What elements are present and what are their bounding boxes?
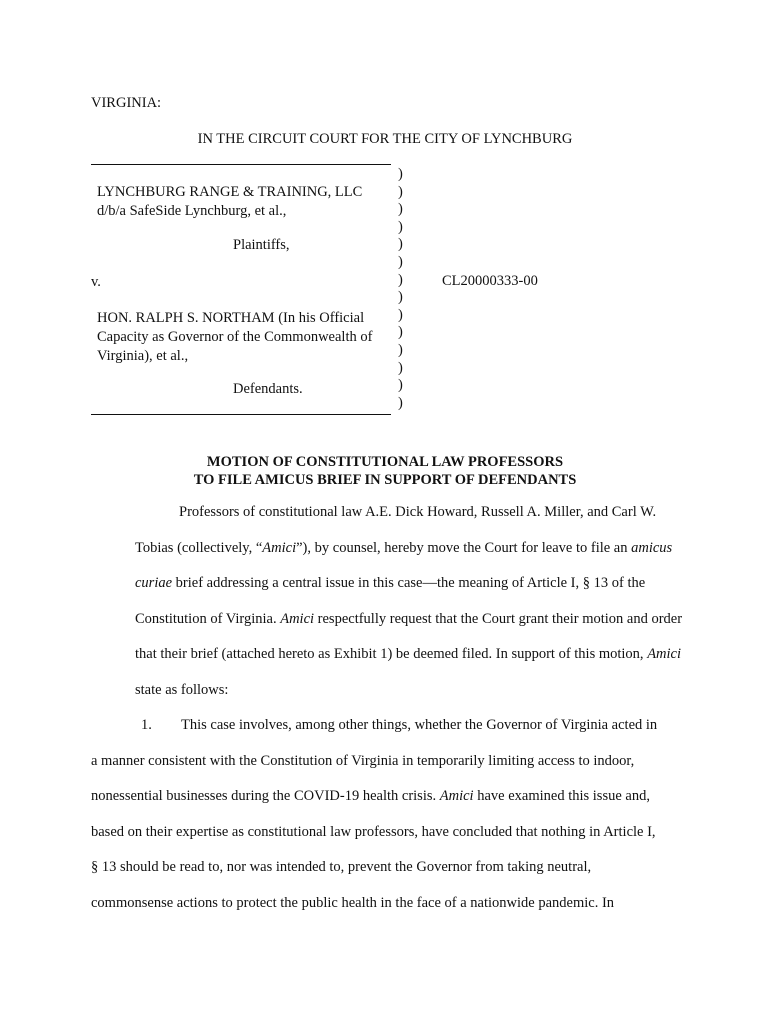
motion-title-line-1: MOTION OF CONSTITUTIONAL LAW PROFESSORS	[206, 454, 564, 470]
caption-bottom-rule	[91, 414, 391, 415]
para1-text: based on their expertise as constitutional law professors, have concluded that nothing in Article I,	[91, 823, 656, 840]
case-number: CL20000333-00	[442, 273, 538, 289]
caption-paren: )	[398, 253, 403, 270]
intro-text: respectfully request that the Court grant their motion and order	[314, 610, 683, 627]
caption-paren: )	[398, 183, 403, 200]
intro-line-3	[91, 566, 691, 602]
para1-text: This case involves, among other things, whether the Governor of Virginia acted in	[181, 717, 658, 733]
intro-line-4	[91, 602, 691, 638]
caption-paren: )	[398, 218, 403, 235]
defendant-name	[97, 309, 372, 366]
plaintiff-name	[97, 183, 362, 221]
caption-paren: )	[398, 289, 403, 306]
para1-line-6	[91, 886, 691, 922]
defendant-role: Defendants.	[233, 381, 303, 397]
versus-label: v.	[91, 274, 101, 290]
para1-text: have examined this issue and,	[473, 788, 650, 805]
para1-line-2	[91, 744, 691, 780]
plaintiff-line-1: LYNCHBURG RANGE & TRAINING, LLC	[97, 184, 363, 200]
caption-paren: )	[398, 236, 403, 253]
caption-paren: )	[398, 377, 403, 394]
caption-paren: )	[398, 306, 403, 323]
paragraph-number: 1.	[141, 717, 152, 733]
intro-line-5	[91, 637, 691, 673]
para1-line-4	[91, 815, 691, 851]
para1-text: a manner consistent with the Constitution of Virginia in temporarily limiting access to indoor,	[91, 752, 635, 769]
intro-text: ”), by counsel, hereby move the Court for leave to file an	[296, 539, 632, 556]
caption-paren: )	[398, 394, 403, 411]
intro-text: state as follows:	[135, 681, 229, 698]
caption-paren: )	[398, 324, 403, 341]
para1-line-1	[91, 708, 691, 744]
court-heading: IN THE CIRCUIT COURT FOR THE CITY OF LYNCHBURG	[197, 131, 573, 147]
plaintiff-role: Plaintiffs,	[233, 237, 290, 253]
amici-term: Amici	[262, 539, 297, 556]
amici-term: Amici	[280, 610, 315, 627]
intro-text: Constitution of Virginia.	[135, 610, 281, 627]
intro-text: brief addressing a central issue in this case—the meaning of Article I, § 13 of the	[172, 575, 646, 592]
paragraph-intro	[91, 495, 691, 709]
para1-line-3	[91, 779, 691, 815]
state-heading: VIRGINIA:	[91, 95, 162, 111]
para1-line-5	[91, 850, 691, 886]
motion-title	[0, 453, 770, 489]
caption-paren: )	[398, 201, 403, 218]
amici-term: Amici	[647, 646, 682, 663]
caption-paren: )	[398, 359, 403, 376]
intro-text: Tobias (collectively, “	[135, 539, 263, 556]
intro-text: Professors of constitutional law A.E. Dick Howard, Russell A. Miller, and Carl W.	[179, 504, 657, 520]
amici-term: Amici	[439, 788, 474, 805]
para1-text: commonsense actions to protect the public health in the face of a nationwide pandemic. In	[91, 894, 615, 911]
defendant-line-3: Virginia), et al.,	[97, 348, 189, 364]
amicus-term: amicus	[631, 539, 673, 556]
intro-line-2	[91, 531, 691, 567]
caption-top-rule	[91, 164, 391, 165]
para1-text: nonessential businesses during the COVID-19 health crisis.	[91, 788, 440, 805]
caption-paren: )	[398, 271, 403, 288]
caption-paren: )	[398, 166, 403, 182]
paragraph-1	[91, 708, 691, 922]
defendant-line-2: Capacity as Governor of the Commonwealth of	[97, 329, 373, 345]
curiae-term: curiae	[135, 575, 173, 592]
caption-paren-column	[398, 166, 403, 412]
motion-title-line-2: TO FILE AMICUS BRIEF IN SUPPORT OF DEFENDANTS	[193, 472, 577, 488]
caption-paren: )	[398, 341, 403, 358]
intro-line-1	[91, 495, 691, 531]
para1-text: § 13 should be read to, nor was intended to, prevent the Governor from taking neutral,	[91, 859, 592, 876]
defendant-line-1: HON. RALPH S. NORTHAM (In his Official	[97, 310, 365, 326]
intro-text: that their brief (attached hereto as Exhibit 1) be deemed filed. In support of this motion,	[135, 646, 648, 663]
plaintiff-line-2: d/b/a SafeSide Lynchburg, et al.,	[97, 203, 287, 219]
intro-line-6	[91, 673, 691, 709]
